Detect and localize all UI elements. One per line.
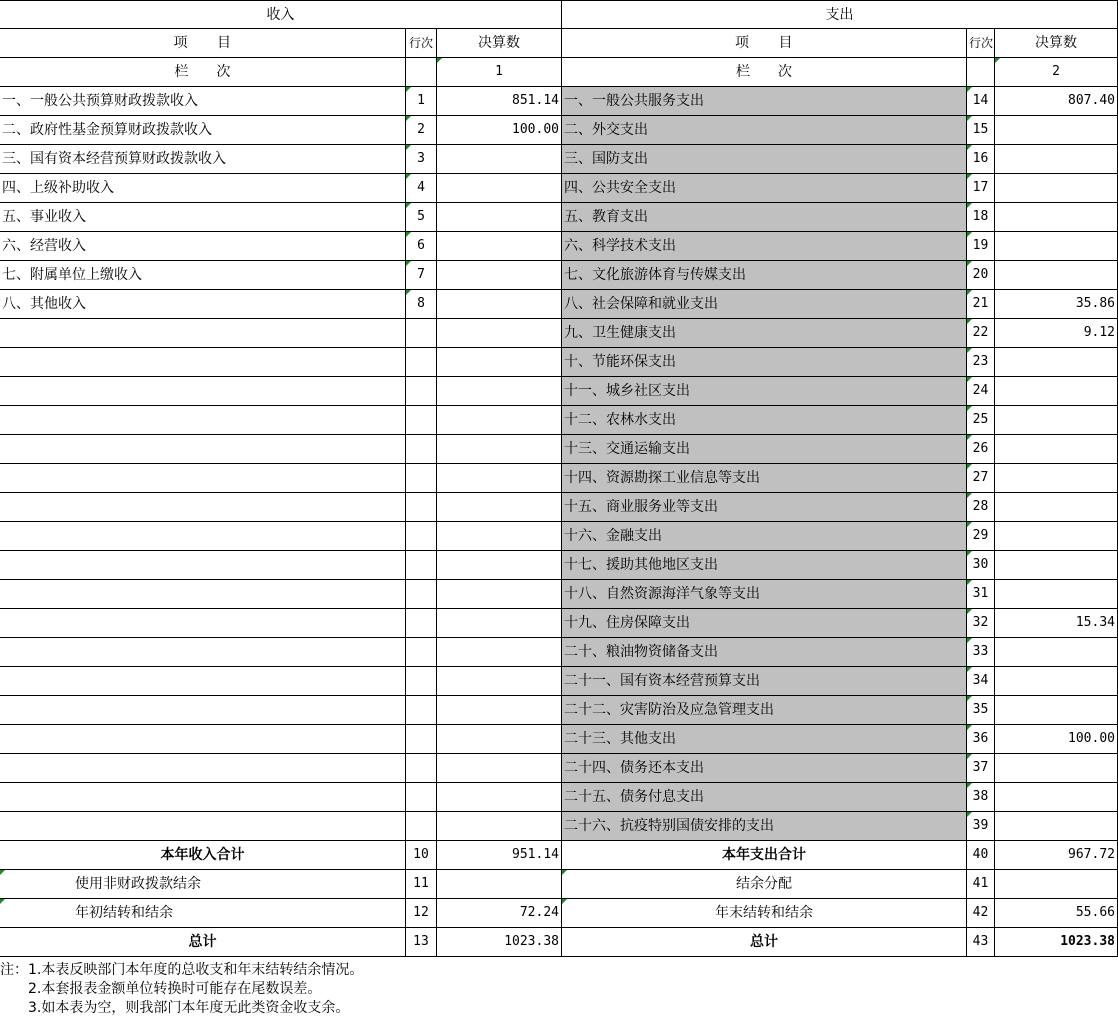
income-amount bbox=[437, 406, 562, 435]
expense-amount bbox=[995, 377, 1118, 406]
income-amount bbox=[437, 493, 562, 522]
expense-item-label: 二、外交支出 bbox=[562, 116, 967, 145]
expense-amount bbox=[995, 783, 1118, 812]
income-line-number bbox=[406, 435, 437, 464]
expense-item-label: 十六、金融支出 bbox=[562, 522, 967, 551]
expense-amount: 15.34 bbox=[995, 609, 1118, 638]
expense-amount bbox=[995, 696, 1118, 725]
income-amount bbox=[437, 232, 562, 261]
income-line-number bbox=[406, 696, 437, 725]
expense-line-number: 23 bbox=[967, 348, 995, 377]
expense-amount bbox=[995, 580, 1118, 609]
table-row bbox=[0, 812, 1118, 841]
income-amount bbox=[437, 609, 562, 638]
expense-amount bbox=[995, 203, 1118, 232]
expense-item-label: 八、社会保障和就业支出 bbox=[562, 290, 967, 319]
income-line-number bbox=[406, 725, 437, 754]
income-item-label: 六、经营收入 bbox=[0, 232, 406, 261]
table-row bbox=[0, 696, 1118, 725]
table-row bbox=[0, 551, 1118, 580]
income-line-number: 2 bbox=[406, 116, 437, 145]
income-line-number bbox=[406, 319, 437, 348]
expense-item-label: 七、文化旅游体育与传媒支出 bbox=[562, 261, 967, 290]
expense-line-number: 26 bbox=[967, 435, 995, 464]
summary-expense-line: 43 bbox=[967, 928, 995, 957]
table-row bbox=[0, 348, 1118, 377]
note-line: 注：1.本表反映部门本年度的总收支和年末结转结余情况。 bbox=[0, 962, 364, 978]
header-row-columns bbox=[0, 29, 1118, 58]
expense-amount bbox=[995, 522, 1118, 551]
expense-amount: 35.86 bbox=[995, 290, 1118, 319]
note-line: 3.如本表为空，则我部门本年度无此类资金收支余。 bbox=[0, 1000, 350, 1016]
expense-amount bbox=[995, 754, 1118, 783]
expense-item-label: 十、节能环保支出 bbox=[562, 348, 967, 377]
expense-item-label: 二十二、灾害防治及应急管理支出 bbox=[562, 696, 967, 725]
income-line-number bbox=[406, 406, 437, 435]
expense-amount bbox=[995, 638, 1118, 667]
expense-item-label: 二十三、其他支出 bbox=[562, 725, 967, 754]
expense-amount bbox=[995, 145, 1118, 174]
income-amount-header: 决算数 bbox=[437, 29, 562, 58]
expense-item-label: 一、一般公共服务支出 bbox=[562, 87, 967, 116]
income-lanci: 栏 次 bbox=[0, 58, 406, 87]
expense-amount: 807.40 bbox=[995, 87, 1118, 116]
income-item-label: 一、一般公共预算财政拨款收入 bbox=[0, 87, 406, 116]
table-row bbox=[0, 435, 1118, 464]
expense-amount: 9.12 bbox=[995, 319, 1118, 348]
summary-income-line: 13 bbox=[406, 928, 437, 957]
notes bbox=[0, 961, 1118, 1018]
expense-amount bbox=[995, 464, 1118, 493]
summary-expense-amount: 1023.38 bbox=[995, 928, 1118, 957]
income-item-label bbox=[0, 638, 406, 667]
expense-item-label: 九、卫生健康支出 bbox=[562, 319, 967, 348]
expense-item-label: 十四、资源勘探工业信息等支出 bbox=[562, 464, 967, 493]
expense-amount-header: 决算数 bbox=[995, 29, 1118, 58]
table-row bbox=[0, 522, 1118, 551]
expense-line-number: 24 bbox=[967, 377, 995, 406]
expense-line-number: 22 bbox=[967, 319, 995, 348]
income-item-label bbox=[0, 609, 406, 638]
table-row bbox=[0, 609, 1118, 638]
income-amount bbox=[437, 464, 562, 493]
summary-expense-amount: 55.66 bbox=[995, 899, 1118, 928]
note-line: 2.本套报表金额单位转换时可能存在尾数误差。 bbox=[0, 981, 322, 997]
income-line-number bbox=[406, 667, 437, 696]
expense-item-label: 十八、自然资源海洋气象等支出 bbox=[562, 580, 967, 609]
summary-row bbox=[0, 870, 1118, 899]
income-amount bbox=[437, 551, 562, 580]
income-amount bbox=[437, 261, 562, 290]
income-item-label bbox=[0, 667, 406, 696]
expense-line-number: 19 bbox=[967, 232, 995, 261]
expense-line-number: 31 bbox=[967, 580, 995, 609]
income-amount bbox=[437, 812, 562, 841]
summary-expense-label: 年末结转和结余 bbox=[562, 899, 967, 928]
expense-amount bbox=[995, 493, 1118, 522]
income-item-label bbox=[0, 522, 406, 551]
table-row bbox=[0, 377, 1118, 406]
header-row-title bbox=[0, 0, 1118, 29]
summary-expense-line: 40 bbox=[967, 841, 995, 870]
income-line-number bbox=[406, 754, 437, 783]
income-item-label bbox=[0, 464, 406, 493]
income-amount bbox=[437, 435, 562, 464]
table-row bbox=[0, 725, 1118, 754]
expense-line-number: 36 bbox=[967, 725, 995, 754]
income-item-label bbox=[0, 319, 406, 348]
expense-item-label: 十九、住房保障支出 bbox=[562, 609, 967, 638]
expense-item-label: 三、国防支出 bbox=[562, 145, 967, 174]
income-line-header: 行次 bbox=[406, 29, 437, 58]
income-item-label bbox=[0, 348, 406, 377]
expense-amount bbox=[995, 812, 1118, 841]
expense-amount bbox=[995, 406, 1118, 435]
expense-item-label: 十二、农林水支出 bbox=[562, 406, 967, 435]
table-row bbox=[0, 580, 1118, 609]
summary-row bbox=[0, 899, 1118, 928]
income-line-number: 8 bbox=[406, 290, 437, 319]
expense-line-number: 25 bbox=[967, 406, 995, 435]
summary-expense-amount: 967.72 bbox=[995, 841, 1118, 870]
summary-income-amount: 951.14 bbox=[437, 841, 562, 870]
expense-item-label: 四、公共安全支出 bbox=[562, 174, 967, 203]
table-row bbox=[0, 783, 1118, 812]
summary-row bbox=[0, 841, 1118, 870]
expense-line-number: 30 bbox=[967, 551, 995, 580]
income-item-label bbox=[0, 435, 406, 464]
income-item-label bbox=[0, 580, 406, 609]
header-row-lanci bbox=[0, 58, 1118, 87]
income-item-label: 八、其他收入 bbox=[0, 290, 406, 319]
summary-expense-label: 本年支出合计 bbox=[562, 841, 967, 870]
summary-income-label: 本年收入合计 bbox=[0, 841, 406, 870]
expense-amount bbox=[995, 348, 1118, 377]
table-row bbox=[0, 754, 1118, 783]
expense-line-number: 20 bbox=[967, 261, 995, 290]
income-amount: 851.14 bbox=[437, 87, 562, 116]
expense-item-header: 项 目 bbox=[562, 29, 967, 58]
income-amount bbox=[437, 145, 562, 174]
income-line-number: 6 bbox=[406, 232, 437, 261]
table-row bbox=[0, 116, 1118, 145]
expense-line-header: 行次 bbox=[967, 29, 995, 58]
expense-line-number: 37 bbox=[967, 754, 995, 783]
summary-income-label: 总计 bbox=[0, 928, 406, 957]
table-row bbox=[0, 667, 1118, 696]
expense-line-number: 16 bbox=[967, 145, 995, 174]
summary-income-label: 年初结转和结余 bbox=[0, 899, 406, 928]
summary-expense-amount bbox=[995, 870, 1118, 899]
income-line-number: 5 bbox=[406, 203, 437, 232]
table-row bbox=[0, 261, 1118, 290]
expense-line-number: 34 bbox=[967, 667, 995, 696]
income-item-label bbox=[0, 696, 406, 725]
income-amount bbox=[437, 203, 562, 232]
income-amount bbox=[437, 348, 562, 377]
income-line-number bbox=[406, 580, 437, 609]
income-line-number bbox=[406, 638, 437, 667]
summary-income-label: 使用非财政拨款结余 bbox=[0, 870, 406, 899]
expense-item-label: 二十、粮油物资储备支出 bbox=[562, 638, 967, 667]
income-lanci-line bbox=[406, 58, 437, 87]
table-row bbox=[0, 493, 1118, 522]
expense-col-number: 2 bbox=[995, 58, 1118, 87]
expense-line-number: 33 bbox=[967, 638, 995, 667]
expense-line-number: 21 bbox=[967, 290, 995, 319]
income-item-label bbox=[0, 551, 406, 580]
expense-line-number: 18 bbox=[967, 203, 995, 232]
table-row bbox=[0, 87, 1118, 116]
expense-line-number: 28 bbox=[967, 493, 995, 522]
summary-expense-line: 42 bbox=[967, 899, 995, 928]
income-amount bbox=[437, 638, 562, 667]
income-item-label bbox=[0, 783, 406, 812]
income-item-label bbox=[0, 493, 406, 522]
expense-amount bbox=[995, 667, 1118, 696]
income-item-label: 二、政府性基金预算财政拨款收入 bbox=[0, 116, 406, 145]
income-item-header: 项 目 bbox=[0, 29, 406, 58]
income-line-number: 3 bbox=[406, 145, 437, 174]
expense-amount bbox=[995, 435, 1118, 464]
income-amount bbox=[437, 667, 562, 696]
expense-line-number: 38 bbox=[967, 783, 995, 812]
expense-line-number: 29 bbox=[967, 522, 995, 551]
income-item-label bbox=[0, 812, 406, 841]
expense-item-label: 二十六、抗疫特别国债安排的支出 bbox=[562, 812, 967, 841]
summary-income-line: 10 bbox=[406, 841, 437, 870]
expense-line-number: 39 bbox=[967, 812, 995, 841]
expense-item-label: 十五、商业服务业等支出 bbox=[562, 493, 967, 522]
income-line-number bbox=[406, 377, 437, 406]
income-item-label: 四、上级补助收入 bbox=[0, 174, 406, 203]
summary-expense-label: 总计 bbox=[562, 928, 967, 957]
income-line-number bbox=[406, 464, 437, 493]
table-row bbox=[0, 174, 1118, 203]
expense-item-label: 二十四、债务还本支出 bbox=[562, 754, 967, 783]
expense-amount bbox=[995, 551, 1118, 580]
income-amount bbox=[437, 319, 562, 348]
expense-amount bbox=[995, 116, 1118, 145]
income-amount bbox=[437, 725, 562, 754]
income-line-number bbox=[406, 783, 437, 812]
income-item-label bbox=[0, 754, 406, 783]
income-line-number: 1 bbox=[406, 87, 437, 116]
expense-item-label: 十七、援助其他地区支出 bbox=[562, 551, 967, 580]
income-item-label bbox=[0, 725, 406, 754]
summary-expense-label: 结余分配 bbox=[562, 870, 967, 899]
income-line-number: 4 bbox=[406, 174, 437, 203]
income-amount bbox=[437, 174, 562, 203]
expense-item-label: 二十五、债务付息支出 bbox=[562, 783, 967, 812]
summary-income-amount: 72.24 bbox=[437, 899, 562, 928]
expense-amount bbox=[995, 261, 1118, 290]
table-row bbox=[0, 464, 1118, 493]
table-row bbox=[0, 638, 1118, 667]
expense-lanci: 栏 次 bbox=[562, 58, 967, 87]
income-amount bbox=[437, 580, 562, 609]
table-row bbox=[0, 232, 1118, 261]
summary-income-amount bbox=[437, 870, 562, 899]
income-amount bbox=[437, 377, 562, 406]
table-row bbox=[0, 203, 1118, 232]
income-item-label: 五、事业收入 bbox=[0, 203, 406, 232]
expense-lanci-line bbox=[967, 58, 995, 87]
table-row bbox=[0, 290, 1118, 319]
expense-title: 支出 bbox=[562, 0, 1118, 29]
income-amount bbox=[437, 522, 562, 551]
income-line-number bbox=[406, 348, 437, 377]
expense-line-number: 35 bbox=[967, 696, 995, 725]
income-col-number: 1 bbox=[437, 58, 562, 87]
income-title: 收入 bbox=[0, 0, 562, 29]
summary-expense-line: 41 bbox=[967, 870, 995, 899]
expense-item-label: 六、科学技术支出 bbox=[562, 232, 967, 261]
expense-amount: 100.00 bbox=[995, 725, 1118, 754]
income-line-number bbox=[406, 609, 437, 638]
income-amount bbox=[437, 696, 562, 725]
income-line-number bbox=[406, 551, 437, 580]
income-line-number bbox=[406, 522, 437, 551]
expense-line-number: 32 bbox=[967, 609, 995, 638]
summary-income-amount: 1023.38 bbox=[437, 928, 562, 957]
summary-row bbox=[0, 928, 1118, 957]
expense-amount bbox=[995, 174, 1118, 203]
income-line-number bbox=[406, 812, 437, 841]
income-item-label bbox=[0, 406, 406, 435]
income-item-label: 七、附属单位上缴收入 bbox=[0, 261, 406, 290]
summary-income-line: 12 bbox=[406, 899, 437, 928]
income-amount bbox=[437, 290, 562, 319]
table-row bbox=[0, 145, 1118, 174]
expense-line-number: 17 bbox=[967, 174, 995, 203]
expense-item-label: 五、教育支出 bbox=[562, 203, 967, 232]
expense-item-label: 十一、城乡社区支出 bbox=[562, 377, 967, 406]
expense-item-label: 二十一、国有资本经营预算支出 bbox=[562, 667, 967, 696]
income-item-label: 三、国有资本经营预算财政拨款收入 bbox=[0, 145, 406, 174]
income-line-number bbox=[406, 493, 437, 522]
income-amount bbox=[437, 754, 562, 783]
income-amount bbox=[437, 783, 562, 812]
income-line-number: 7 bbox=[406, 261, 437, 290]
income-amount: 100.00 bbox=[437, 116, 562, 145]
expense-item-label: 十三、交通运输支出 bbox=[562, 435, 967, 464]
income-item-label bbox=[0, 377, 406, 406]
table-row bbox=[0, 319, 1118, 348]
expense-line-number: 15 bbox=[967, 116, 995, 145]
expense-line-number: 27 bbox=[967, 464, 995, 493]
summary-income-line: 11 bbox=[406, 870, 437, 899]
table-row bbox=[0, 406, 1118, 435]
expense-line-number: 14 bbox=[967, 87, 995, 116]
expense-amount bbox=[995, 232, 1118, 261]
